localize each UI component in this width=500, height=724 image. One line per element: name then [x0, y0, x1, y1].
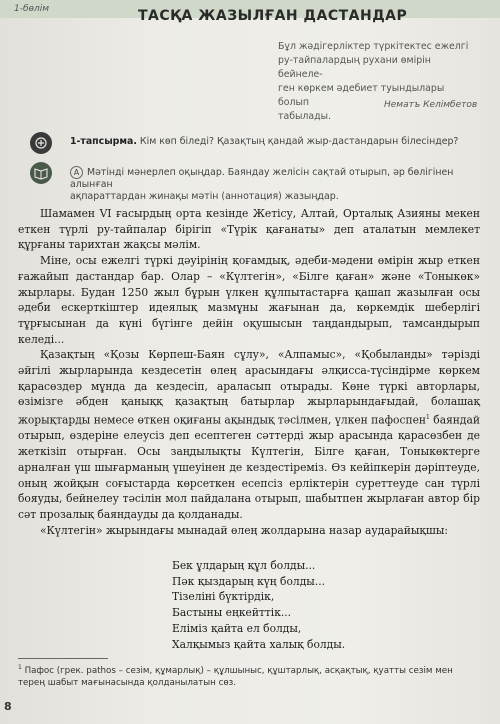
poem-line: Еліміз қайта ел болды, — [172, 621, 302, 635]
paragraph: Міне, осы ежелгі түркі дәуірінің қоғамдық, әдеби-мәдени өмірін жыр еткен ғажайып дастандар бар. Олар – «Күлтегін», «Білге қаған» және «Тоныкөк» жырлары. Будан 1250 жыл бұрын үлкен құлпытастарға қашап жазылған осы әдеби ескерткіштер идеялық мазмұны жағынан да, көркемдік шеберлігі тұрғысынан да күні бүгінге дейін оқушысын таңдандырып, тамсандырып келеді... — [18, 254, 480, 346]
epigraph-line: ру-тайпалардың рухани өмірін бейнеле- — [278, 55, 431, 80]
footnote-divider — [18, 658, 108, 659]
footnote-ref[interactable]: 1 — [426, 414, 430, 422]
epigraph-line: Бұл жәдігерліктер түркітектес ежелгі — [278, 41, 469, 52]
poem-line: Бастыны еңкейттік... — [172, 606, 292, 620]
epigraph-author: Нематъ Келімбетов — [384, 100, 478, 110]
section-label: 1-бөлім — [14, 4, 50, 14]
paragraph: «Күлтегін» жырындағы мынадай өлең жолдарына назар аударайықшы: — [40, 523, 448, 537]
task-1-label: 1-тапсырма. — [70, 136, 137, 147]
task-2-line-2: ақпараттардан жинақы мәтін (аннотация) жазыңдар. — [70, 191, 339, 202]
task-1-text — [70, 136, 490, 148]
epigraph-line: ген көркем әдебиет туындылары болып — [278, 83, 445, 108]
page-title: ТАСҚА ЖАЗЫЛҒАН ДАСТАНДАР — [138, 8, 408, 24]
epigraph — [278, 40, 478, 124]
book-icon — [30, 162, 52, 184]
main-text — [18, 206, 480, 538]
task-1-question: Кім көп біледі? Қазақтың қандай жыр-дастандарын білесіндер? — [136, 136, 459, 147]
poem-line: Халқымыз қайта халық болды. — [172, 637, 346, 651]
poem-line: Пәк қыздарың күң болды... — [172, 574, 325, 588]
poem — [172, 558, 392, 652]
discussion-icon — [30, 132, 52, 154]
epigraph-line: табылады. — [278, 111, 331, 122]
paragraph-part: баяндай отырып, өздеріне елеусіз деп есептеген сәттерді жыр арасында қарасөзбен де жеткізіп отырған. Осы заңдылықты Күлтегін, Білге қаған, Тоныкөктерге арналған үш шығарманың үшеуінен де кездестіреміз. Өз кейіпкерін дәріптеуде, оның жойқын соғыстарда көрсеткен есепсіз ерліктерін суреттеуде сан түрлі бояуды, бейнелеу тәсілін мол пайдалана отырып, шабытпен жырлаған автор бір сәт прозалық баяндауды да қолданады. — [18, 413, 481, 521]
poem-line: Тізеліні бүктірдік, — [172, 590, 275, 604]
task-2-badge: A — [70, 166, 83, 179]
poem-line: Бек ұлдарың құл болды... — [172, 559, 316, 572]
footnote-mark: 1 — [18, 664, 22, 671]
paragraph: Шамамен VI ғасырдың орта кезінде Жетісу, Алтай, Орталық Азияны мекен еткен түрлі ру-тайпалар бірігіп «Түрік қағанаты» деп аталатын мемлекет құрғаны тарихтан жақсы мәлім. — [18, 207, 480, 252]
task-2-line-1: Мәтінді мәнерлеп оқыңдар. Баяндау желісін сақтай отырып, әр бөлігінен алынған — [70, 167, 454, 190]
page-number: 8 — [4, 700, 12, 713]
footnote — [18, 662, 480, 689]
footnote-text: Пафос (грек. pathos – сезім, құмарлық) – құлшыныс, құштарлық, асқақтық, қуатты сезім мен терең шабыт мағынасында қолданылатын сөз. — [18, 665, 453, 688]
paragraph-part: Қазақтың «Қозы Көрпеш-Баян сұлу», «Алпамыс», «Қобыланды» тәрізді әйгілі жырларында кездесетін өлең арасындағы әлқисса-түсіндірме көркем қарасөздер мұнда да кездесіп, араласып отырады. Көне түркі авторлары, өзімізге әбден қаныққ қазақтың батырлар жырларындағыдай, болашақ жорықтарды немесе өткен оқиғаны ақындық тәсілмен, үлкен пафоспен — [18, 348, 480, 427]
paragraph — [18, 347, 480, 522]
task-2-text — [70, 166, 490, 203]
